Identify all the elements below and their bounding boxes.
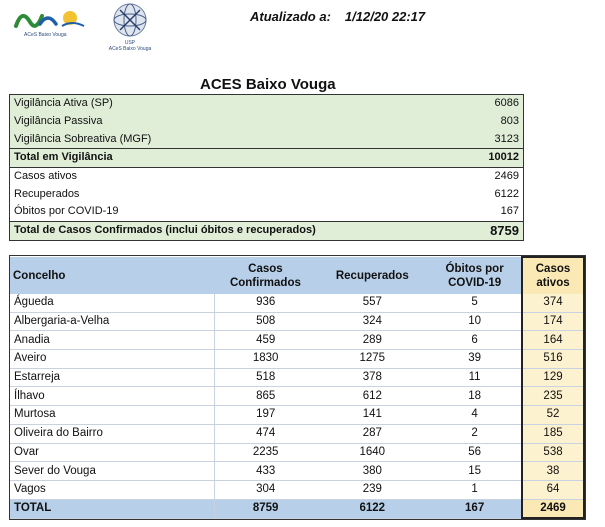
summary-row bbox=[10, 203, 523, 221]
cell-total-confirmados: 8759 bbox=[214, 499, 316, 518]
summary-value: 2469 bbox=[466, 167, 523, 185]
usp-logo-caption bbox=[100, 40, 160, 52]
cell-obitos: 56 bbox=[428, 443, 522, 462]
cell-recuperados: 239 bbox=[316, 480, 428, 499]
cell-recuperados: 324 bbox=[316, 312, 428, 331]
cell-obitos: 11 bbox=[428, 368, 522, 387]
cell-obitos: 18 bbox=[428, 387, 522, 406]
cell-concelho: Ovar bbox=[10, 443, 214, 462]
updated-label: Atualizado a: bbox=[250, 9, 331, 24]
cell-confirmados: 304 bbox=[214, 480, 316, 499]
cell-ativos: 538 bbox=[522, 443, 584, 462]
col-header-obitos-l1: Óbitos por bbox=[445, 262, 504, 275]
cell-confirmados: 508 bbox=[214, 312, 316, 331]
cell-obitos: 15 bbox=[428, 462, 522, 481]
cell-ativos: 129 bbox=[522, 368, 584, 387]
cell-obitos: 6 bbox=[428, 331, 522, 350]
summary-row bbox=[10, 130, 523, 148]
aces-logo-mark bbox=[10, 2, 92, 34]
summary-label: Recuperados bbox=[14, 187, 80, 200]
summary-table bbox=[10, 95, 523, 240]
summary-label: Vigilância Ativa (SP) bbox=[10, 95, 466, 113]
table-row bbox=[10, 350, 584, 369]
cell-confirmados: 459 bbox=[214, 331, 316, 350]
cell-concelho: Murtosa bbox=[10, 406, 214, 425]
table-row bbox=[10, 331, 584, 350]
cell-concelho: Águeda bbox=[10, 294, 214, 312]
summary-row bbox=[10, 95, 523, 113]
col-header-obitos-l2: COVID-19 bbox=[448, 276, 502, 289]
col-header-recuperados: Recuperados bbox=[316, 257, 428, 294]
cell-confirmados: 433 bbox=[214, 462, 316, 481]
cell-recuperados: 289 bbox=[316, 331, 428, 350]
report-title: ACES Baixo Vouga bbox=[200, 76, 336, 93]
cell-ativos: 52 bbox=[522, 406, 584, 425]
cell-total-recuperados: 6122 bbox=[316, 499, 428, 518]
col-header-concelho: Concelho bbox=[10, 257, 214, 294]
cell-recuperados: 378 bbox=[316, 368, 428, 387]
table-row bbox=[10, 368, 584, 387]
summary-row bbox=[10, 185, 523, 203]
cell-recuperados: 287 bbox=[316, 424, 428, 443]
cell-confirmados: 474 bbox=[214, 424, 316, 443]
cell-concelho: Sever do Vouga bbox=[10, 462, 214, 481]
cell-obitos: 10 bbox=[428, 312, 522, 331]
cell-concelho: Aveiro bbox=[10, 350, 214, 369]
summary-label: Vigilância Sobreativa (MGF) bbox=[10, 130, 466, 148]
summary-label: Vigilância Passiva bbox=[10, 113, 466, 131]
cell-ativos: 185 bbox=[522, 424, 584, 443]
table-row bbox=[10, 312, 584, 331]
col-header-ativos-l2: ativos bbox=[536, 277, 570, 289]
updated-timestamp bbox=[250, 9, 425, 24]
usp-logo-mark bbox=[100, 2, 160, 40]
col-header-obitos bbox=[428, 257, 522, 294]
summary-value: 10012 bbox=[466, 149, 523, 168]
summary-row bbox=[10, 113, 523, 131]
summary-value: 6086 bbox=[466, 95, 523, 113]
col-header-confirmados: Casos Confirmados bbox=[214, 257, 316, 294]
cell-confirmados: 197 bbox=[214, 406, 316, 425]
table-row bbox=[10, 406, 584, 425]
cell-concelho: Anadia bbox=[10, 331, 214, 350]
cell-ativos: 516 bbox=[522, 350, 584, 369]
updated-value: 1/12/20 22:17 bbox=[344, 9, 426, 24]
cell-confirmados: 865 bbox=[214, 387, 316, 406]
cell-obitos: 4 bbox=[428, 406, 522, 425]
table-row bbox=[10, 294, 584, 312]
usp-caption-line1: USP bbox=[124, 40, 136, 46]
summary-row-total-vigilancia bbox=[10, 149, 523, 168]
usp-caption-line2: ACeS Baixo Vouga bbox=[108, 46, 152, 52]
cell-confirmados: 936 bbox=[214, 294, 316, 312]
summary-label: Total de Casos Confirmados (inclui óbitos e recuperados) bbox=[10, 221, 466, 239]
cell-ativos: 64 bbox=[522, 480, 584, 499]
cell-concelho: Albergaria-a-Velha bbox=[10, 312, 214, 331]
aces-logo-caption: ACeS Baixo Vouga bbox=[24, 32, 67, 38]
col-header-ativos-l1: Casos bbox=[535, 263, 571, 275]
summary-label: Casos ativos bbox=[10, 167, 466, 185]
table-row bbox=[10, 462, 584, 481]
cell-recuperados: 380 bbox=[316, 462, 428, 481]
cell-ativos: 174 bbox=[522, 312, 584, 331]
cell-concelho: Oliveira do Bairro bbox=[10, 424, 214, 443]
cell-ativos: 164 bbox=[522, 331, 584, 350]
table-header-row bbox=[10, 257, 584, 294]
table-row bbox=[10, 424, 584, 443]
summary-label: Óbitos por COVID-19 bbox=[14, 205, 119, 218]
cell-ativos: 235 bbox=[522, 387, 584, 406]
col-header-ativos bbox=[522, 257, 584, 294]
cell-obitos: 2 bbox=[428, 424, 522, 443]
cell-ativos: 38 bbox=[522, 462, 584, 481]
table-row bbox=[10, 480, 584, 499]
summary-row-total-confirmados bbox=[10, 221, 523, 239]
cell-recuperados: 1640 bbox=[316, 443, 428, 462]
cell-recuperados: 557 bbox=[316, 294, 428, 312]
summary-row bbox=[10, 167, 523, 185]
cell-obitos: 5 bbox=[428, 294, 522, 312]
cell-confirmados: 1830 bbox=[214, 350, 316, 369]
cell-ativos: 374 bbox=[522, 294, 584, 312]
concelhos-table bbox=[10, 256, 585, 519]
aces-logo bbox=[10, 2, 92, 46]
summary-value: 803 bbox=[466, 113, 523, 131]
summary-value: 167 bbox=[500, 205, 519, 218]
table-row bbox=[10, 443, 584, 462]
summary-value: 8759 bbox=[466, 221, 523, 239]
table-total-row bbox=[10, 499, 584, 518]
cell-confirmados: 2235 bbox=[214, 443, 316, 462]
cell-recuperados: 612 bbox=[316, 387, 428, 406]
cell-concelho: Vagos bbox=[10, 480, 214, 499]
cell-obitos: 39 bbox=[428, 350, 522, 369]
cell-total-ativos: 2469 bbox=[522, 499, 584, 518]
usp-logo bbox=[100, 2, 160, 52]
cell-recuperados: 141 bbox=[316, 406, 428, 425]
summary-label: Total em Vigilância bbox=[10, 149, 466, 168]
cell-recuperados: 1275 bbox=[316, 350, 428, 369]
cell-concelho: Ílhavo bbox=[10, 387, 214, 406]
cell-concelho: Estarreja bbox=[10, 368, 214, 387]
cell-obitos: 1 bbox=[428, 480, 522, 499]
summary-value: 3123 bbox=[466, 130, 523, 148]
summary-value: 6122 bbox=[494, 187, 519, 200]
cell-total-label: TOTAL bbox=[10, 499, 214, 518]
table-row bbox=[10, 387, 584, 406]
cell-total-obitos: 167 bbox=[428, 499, 522, 518]
cell-confirmados: 518 bbox=[214, 368, 316, 387]
